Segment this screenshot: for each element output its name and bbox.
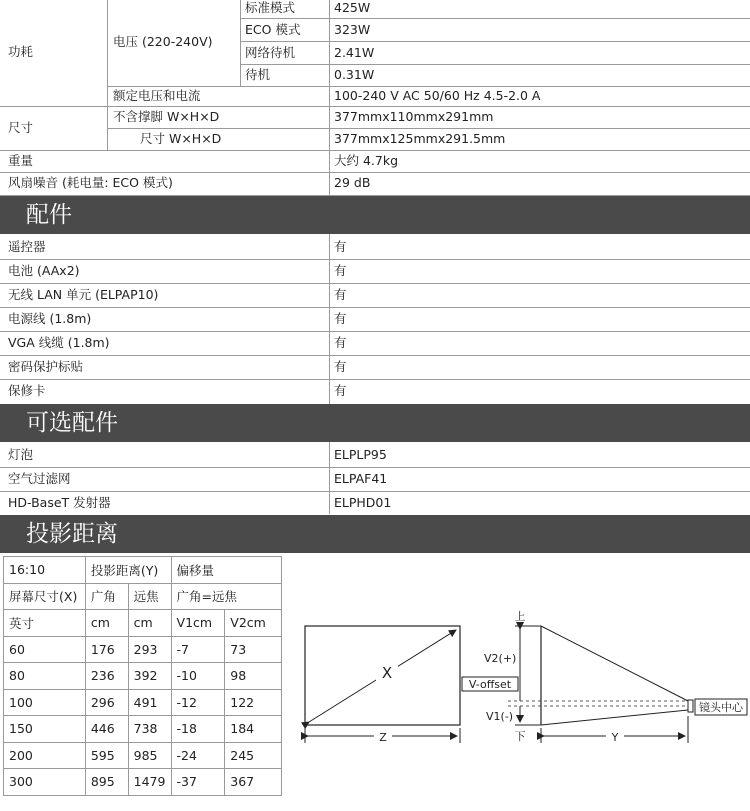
list-item: 遥控器 有 bbox=[0, 235, 750, 260]
power-mode: ECO 模式 bbox=[245, 22, 301, 37]
tele-header: 远焦 bbox=[128, 583, 171, 610]
noise-value: 29 dB bbox=[334, 175, 371, 190]
size-row-label: 不含撑脚 W×H×D bbox=[113, 109, 220, 124]
x-label: X bbox=[381, 664, 393, 682]
unit-cell: 英寸 bbox=[4, 610, 86, 637]
screen-size-header: 屏幕尺寸(X) bbox=[4, 583, 86, 610]
unit-cell: cm bbox=[85, 610, 128, 637]
table-row: 80 236 392 -10 98 bbox=[4, 663, 282, 690]
list-item: 电池 (AAx2) 有 bbox=[0, 259, 750, 284]
power-value: 2.41W bbox=[334, 45, 375, 60]
cone-top bbox=[541, 626, 688, 701]
list-item: 空气过滤网 ELPAF41 bbox=[0, 467, 750, 492]
size-row-value: 377mmx110mmx291mm bbox=[334, 109, 494, 124]
unit-cell: V1cm bbox=[171, 610, 225, 637]
unit-cell: cm bbox=[128, 610, 171, 637]
wide-header: 广角 bbox=[85, 583, 128, 610]
wide-tele-header: 广角=远焦 bbox=[171, 583, 281, 610]
power-mode: 待机 bbox=[245, 67, 271, 82]
voltage-label: 电压 (220-240V) bbox=[113, 34, 213, 49]
size-label: 尺寸 bbox=[8, 120, 34, 135]
y-label: Y bbox=[611, 731, 619, 744]
lens-label: 镜头中心 bbox=[699, 701, 743, 714]
rated-value: 100-240 V AC 50/60 Hz 4.5-2.0 A bbox=[334, 88, 541, 103]
voffset-label: V-offset bbox=[468, 678, 512, 691]
list-item: 灯泡 ELPLP95 bbox=[0, 443, 750, 468]
size-row-label: 尺寸 W×H×D bbox=[140, 131, 222, 146]
noise-label: 风扇噪音 (耗电量: ECO 模式) bbox=[8, 175, 173, 190]
table-row: 100 296 491 -12 122 bbox=[4, 689, 282, 716]
power-value: 0.31W bbox=[334, 67, 375, 82]
lens bbox=[688, 700, 693, 712]
table-row: 200 595 985 -24 245 bbox=[4, 742, 282, 769]
top-label: 上 bbox=[514, 610, 526, 623]
table-row: 300 895 1479 -37 367 bbox=[4, 769, 282, 796]
aspect-cell: 16:10 bbox=[4, 557, 86, 584]
table-row: 150 446 738 -18 184 bbox=[4, 716, 282, 743]
z-label: Z bbox=[379, 731, 387, 744]
size-row-value: 377mmx125mmx291.5mm bbox=[334, 131, 506, 146]
cone-bottom bbox=[541, 710, 688, 725]
bottom-label: 下 bbox=[514, 730, 526, 743]
list-item: 密码保护标贴 有 bbox=[0, 355, 750, 380]
offset-header: 偏移量 bbox=[171, 557, 281, 584]
power-label: 功耗 bbox=[8, 44, 34, 59]
throw-title: 投影距离 bbox=[26, 521, 118, 547]
list-item: 无线 LAN 单元 (ELPAP10) 有 bbox=[0, 283, 750, 308]
list-item: VGA 线缆 (1.8m) 有 bbox=[0, 331, 750, 356]
weight-label: 重量 bbox=[8, 153, 34, 168]
rated-label: 额定电压和电流 bbox=[113, 88, 201, 103]
list-item: 电源线 (1.8m) 有 bbox=[0, 307, 750, 332]
unit-cell: V2cm bbox=[225, 610, 282, 637]
list-item: 保修卡 有 bbox=[8, 383, 347, 398]
power-value: 323W bbox=[334, 22, 371, 37]
weight-value: 大约 4.7kg bbox=[334, 153, 399, 168]
power-mode: 网络待机 bbox=[245, 45, 296, 60]
options-title: 可选配件 bbox=[26, 410, 118, 436]
power-value: 425W bbox=[334, 0, 371, 15]
list-item: HD-BaseT 发射器 ELPHD01 bbox=[8, 495, 392, 510]
table-row: 60 176 293 -7 73 bbox=[4, 636, 282, 663]
v1-label: V1(-) bbox=[486, 710, 514, 723]
power-mode: 标准模式 bbox=[245, 0, 296, 15]
throw-distance-header: 投影距离(Y) bbox=[85, 557, 171, 584]
accessories-title: 配件 bbox=[26, 202, 72, 228]
v2-label: V2(+) bbox=[484, 652, 517, 665]
